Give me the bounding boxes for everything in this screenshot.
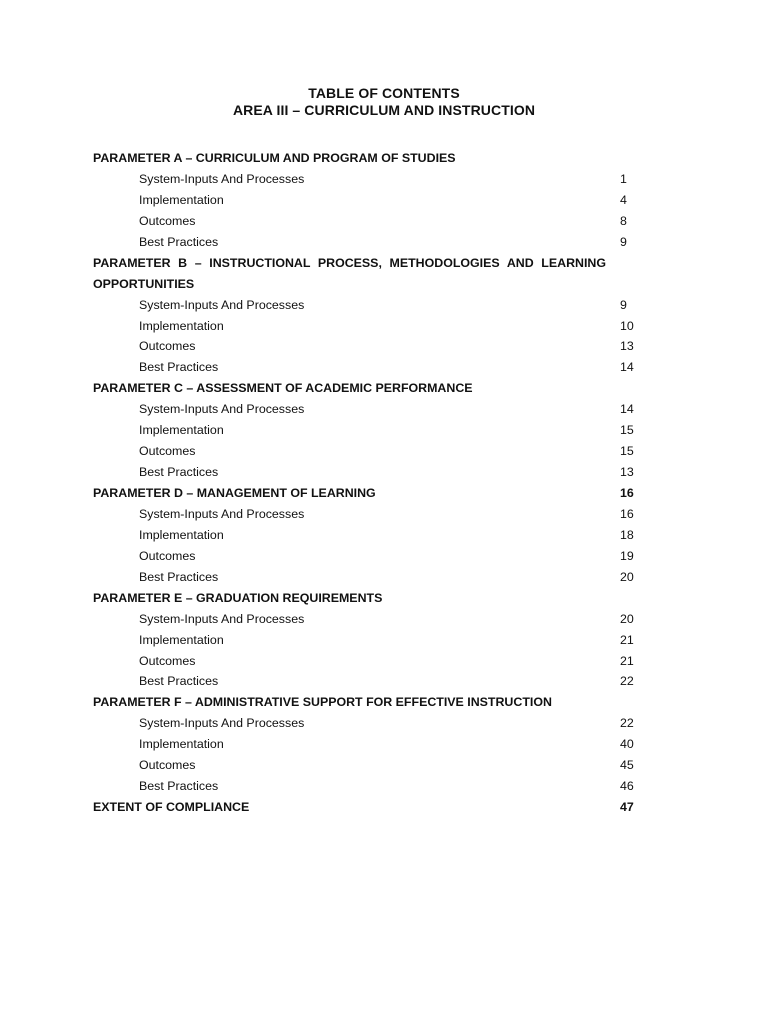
- toc-page-number: 21: [620, 653, 634, 668]
- toc-entry-label: Implementation: [139, 527, 224, 542]
- toc-page-number: 16: [620, 506, 634, 521]
- toc-entry-label: Implementation: [139, 423, 224, 438]
- toc-entry-label: System-Inputs And Processes: [139, 402, 305, 417]
- toc-entry: [93, 316, 638, 337]
- toc-entry: [93, 211, 638, 232]
- toc-page-number: 9: [620, 234, 627, 249]
- toc-page-number: 21: [620, 632, 634, 647]
- toc-section-heading: [93, 274, 638, 295]
- toc-section-label: PARAMETER E – GRADUATION REQUIREMENTS: [93, 590, 383, 605]
- title-block: [0, 85, 768, 119]
- toc-section-label: OPPORTUNITIES: [93, 276, 195, 291]
- toc-page-number: 22: [620, 716, 634, 731]
- toc-entry-label: Outcomes: [139, 213, 196, 228]
- toc-entry: [93, 399, 638, 420]
- toc-entry: [93, 295, 638, 316]
- toc-entry-label: System-Inputs And Processes: [139, 171, 305, 186]
- toc-entry-label: Outcomes: [139, 758, 196, 773]
- toc-entry-label: Implementation: [139, 192, 224, 207]
- toc-page-number: 46: [620, 779, 634, 794]
- toc-section-heading: [93, 148, 638, 169]
- toc-page-number: 20: [620, 569, 634, 584]
- toc-section-label: PARAMETER C – ASSESSMENT OF ACADEMIC PERFORMANCE: [93, 381, 473, 396]
- toc-page-number: 15: [620, 444, 634, 459]
- toc-entry-label: Best Practices: [139, 465, 219, 480]
- toc-entry-label: Implementation: [139, 318, 224, 333]
- toc-page-number: 14: [620, 402, 634, 417]
- toc-entry: [93, 336, 638, 357]
- toc-entry: [93, 567, 638, 588]
- toc-entry: [93, 755, 638, 776]
- toc-entry: [93, 190, 638, 211]
- toc-entry: [93, 357, 638, 378]
- toc-section-label: PARAMETER D – MANAGEMENT OF LEARNING: [93, 486, 376, 500]
- toc-section-label: PARAMETER F – ADMINISTRATIVE SUPPORT FOR EFFECTIVE INSTRUCTION: [93, 695, 552, 710]
- toc-entry-label: Best Practices: [139, 779, 219, 794]
- toc-page-number: 16: [620, 486, 634, 500]
- toc-page-number: 18: [620, 527, 634, 542]
- toc-entry: [93, 630, 638, 651]
- toc-entry: [93, 420, 638, 441]
- toc-entry: [93, 651, 638, 672]
- toc-page-number: 10: [620, 318, 634, 333]
- toc-entry-label: Implementation: [139, 632, 224, 647]
- toc-entry-label: System-Inputs And Processes: [139, 506, 305, 521]
- toc-entry-label: Outcomes: [139, 653, 196, 668]
- toc-page-number: 45: [620, 758, 634, 773]
- toc-page-number: 1: [620, 171, 627, 186]
- table-of-contents: [93, 148, 638, 818]
- toc-page-number: 20: [620, 611, 634, 626]
- toc-page-number: 4: [620, 192, 627, 207]
- document-subtitle: AREA III – CURRICULUM AND INSTRUCTION: [232, 102, 536, 118]
- toc-section-heading: [93, 797, 638, 818]
- toc-entry: [93, 776, 638, 797]
- toc-entry-label: Outcomes: [139, 444, 196, 459]
- toc-entry-label: Best Practices: [139, 674, 219, 689]
- toc-entry: [93, 734, 638, 755]
- toc-entry: [93, 232, 638, 253]
- toc-entry-label: Outcomes: [139, 339, 196, 354]
- toc-entry: [93, 504, 638, 525]
- toc-page-number: 19: [620, 548, 634, 563]
- toc-page-number: 8: [620, 213, 627, 228]
- toc-page-number: 13: [620, 465, 634, 480]
- toc-section-heading: [93, 253, 638, 274]
- document-title: TABLE OF CONTENTS: [308, 85, 460, 101]
- toc-section-label: PARAMETER A – CURRICULUM AND PROGRAM OF STUDIES: [93, 151, 456, 165]
- toc-section-label: EXTENT OF COMPLIANCE: [93, 800, 250, 815]
- toc-entry: [93, 546, 638, 567]
- toc-entry-label: System-Inputs And Processes: [139, 297, 305, 312]
- toc-page-number: 13: [620, 339, 634, 354]
- toc-entry: [93, 525, 638, 546]
- toc-entry-label: Best Practices: [139, 360, 219, 375]
- toc-entry-label: Best Practices: [139, 234, 219, 249]
- toc-entry: [93, 441, 638, 462]
- toc-section-heading: [93, 483, 638, 504]
- toc-page-number: 14: [620, 360, 634, 375]
- toc-page-number: 47: [620, 800, 634, 815]
- toc-entry: [93, 671, 638, 692]
- toc-entry-label: System-Inputs And Processes: [139, 611, 305, 626]
- toc-page-number: 9: [620, 297, 627, 312]
- toc-page-number: 40: [620, 737, 634, 752]
- toc-entry: [93, 462, 638, 483]
- toc-section-label: PARAMETER B – INSTRUCTIONAL PROCESS, METHODOLOGIES AND LEARNING: [93, 255, 606, 270]
- toc-page-number: 15: [620, 423, 634, 438]
- toc-entry: [93, 169, 638, 190]
- toc-page-number: 22: [620, 674, 634, 689]
- toc-entry: [93, 609, 638, 630]
- toc-entry: [93, 713, 638, 734]
- toc-entry-label: Outcomes: [139, 548, 196, 563]
- toc-section-heading: [93, 588, 638, 609]
- toc-entry-label: System-Inputs And Processes: [139, 716, 305, 731]
- toc-entry-label: Implementation: [139, 737, 224, 752]
- toc-section-heading: [93, 692, 638, 713]
- toc-entry-label: Best Practices: [139, 569, 219, 584]
- toc-section-heading: [93, 378, 638, 399]
